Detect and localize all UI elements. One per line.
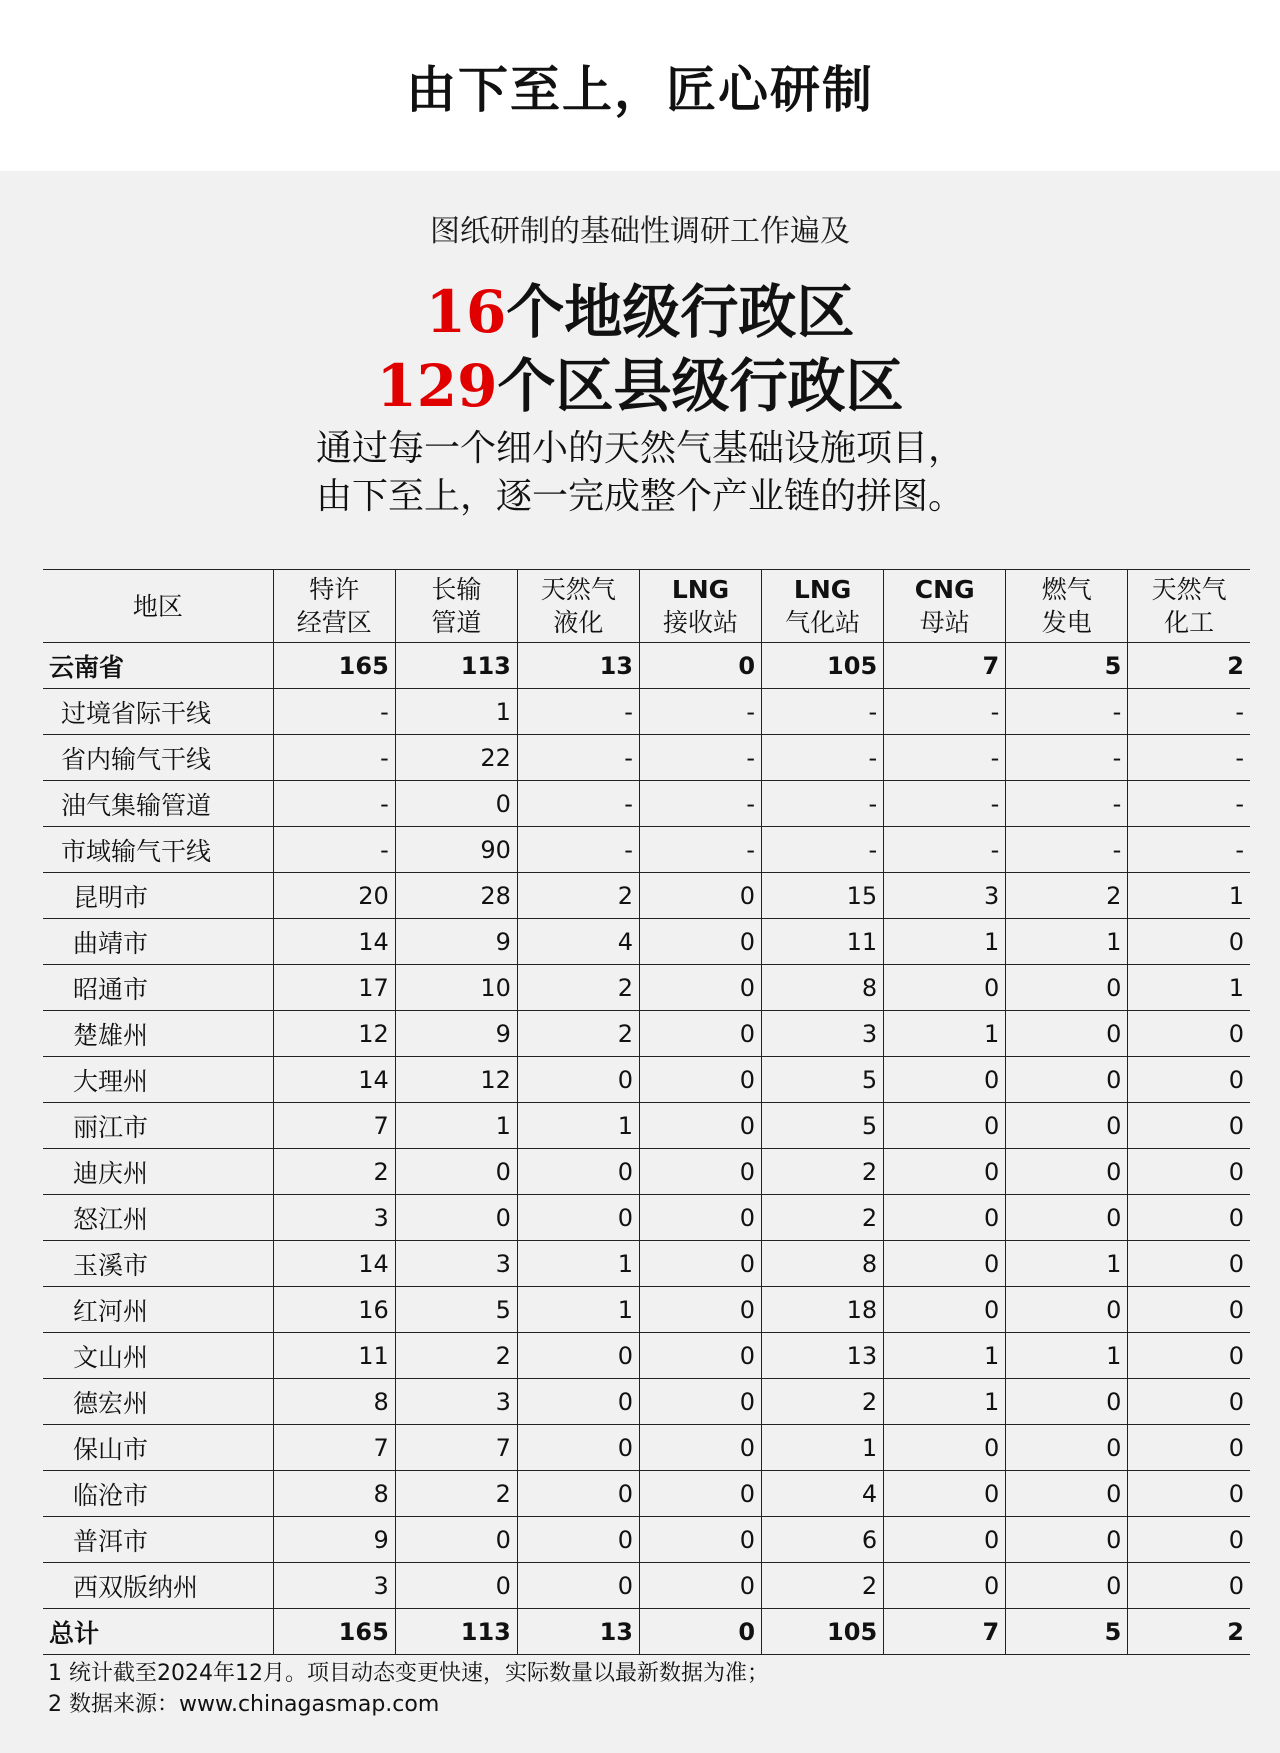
table-row bbox=[43, 965, 1250, 1011]
value-cell: 3 bbox=[395, 1379, 517, 1425]
region-cell: 油气集输管道 bbox=[43, 781, 273, 827]
value-cell: 2 bbox=[517, 965, 639, 1011]
stat-text: 个区县级行政区 bbox=[497, 352, 904, 420]
value-cell: 0 bbox=[1128, 1471, 1250, 1517]
column-header bbox=[517, 570, 639, 643]
value-cell: 14 bbox=[273, 1241, 395, 1287]
value-cell: 0 bbox=[1006, 1287, 1128, 1333]
region-cell: 普洱市 bbox=[43, 1517, 273, 1563]
value-cell: 1 bbox=[517, 1287, 639, 1333]
value-cell: 0 bbox=[1128, 1379, 1250, 1425]
table-header-row bbox=[43, 570, 1250, 643]
value-cell: 0 bbox=[884, 1195, 1006, 1241]
value-cell: 17 bbox=[273, 965, 395, 1011]
value-cell: 2 bbox=[517, 1011, 639, 1057]
value-cell: 0 bbox=[1128, 1241, 1250, 1287]
value-cell: - bbox=[762, 781, 884, 827]
value-cell: 0 bbox=[517, 1517, 639, 1563]
value-cell: 0 bbox=[1128, 1563, 1250, 1609]
region-cell: 市域输气干线 bbox=[43, 827, 273, 873]
value-cell: 13 bbox=[762, 1333, 884, 1379]
value-cell: 0 bbox=[639, 643, 761, 689]
value-cell: 1 bbox=[395, 689, 517, 735]
table-row bbox=[43, 1517, 1250, 1563]
value-cell: 0 bbox=[639, 1287, 761, 1333]
value-cell: 1 bbox=[395, 1103, 517, 1149]
value-cell: 1 bbox=[884, 919, 1006, 965]
column-header bbox=[1006, 570, 1128, 643]
region-cell: 怒江州 bbox=[43, 1195, 273, 1241]
value-cell: 2 bbox=[273, 1149, 395, 1195]
value-cell: 0 bbox=[639, 1195, 761, 1241]
value-cell: 0 bbox=[639, 965, 761, 1011]
value-cell: - bbox=[1128, 689, 1250, 735]
value-cell: 0 bbox=[1006, 1471, 1128, 1517]
value-cell: 6 bbox=[762, 1517, 884, 1563]
column-header bbox=[395, 570, 517, 643]
column-header-line2: 母站 bbox=[919, 608, 970, 637]
value-cell: 2 bbox=[395, 1471, 517, 1517]
table-row bbox=[43, 1333, 1250, 1379]
region-cell: 德宏州 bbox=[43, 1379, 273, 1425]
value-cell: 1 bbox=[762, 1425, 884, 1471]
value-cell: 7 bbox=[273, 1425, 395, 1471]
value-cell: 1 bbox=[1128, 873, 1250, 919]
value-cell: 5 bbox=[1006, 1609, 1128, 1655]
value-cell: 10 bbox=[395, 965, 517, 1011]
value-cell: - bbox=[273, 689, 395, 735]
value-cell: 0 bbox=[395, 1517, 517, 1563]
value-cell: 7 bbox=[395, 1425, 517, 1471]
value-cell: 12 bbox=[395, 1057, 517, 1103]
value-cell: 13 bbox=[517, 643, 639, 689]
value-cell: 0 bbox=[639, 1057, 761, 1103]
value-cell: - bbox=[762, 689, 884, 735]
value-cell: 0 bbox=[639, 1563, 761, 1609]
value-cell: - bbox=[1128, 735, 1250, 781]
region-cell: 丽江市 bbox=[43, 1103, 273, 1149]
value-cell: 113 bbox=[395, 1609, 517, 1655]
stat-text: 个地级行政区 bbox=[506, 278, 855, 346]
value-cell: 0 bbox=[1128, 919, 1250, 965]
column-header bbox=[762, 570, 884, 643]
value-cell: 4 bbox=[762, 1471, 884, 1517]
region-cell: 红河州 bbox=[43, 1287, 273, 1333]
value-cell: 0 bbox=[884, 1287, 1006, 1333]
footnote: 2 数据来源：www.chinagasmap.com bbox=[48, 1692, 440, 1717]
value-cell: 16 bbox=[273, 1287, 395, 1333]
value-cell: 1 bbox=[517, 1241, 639, 1287]
value-cell: 2 bbox=[762, 1149, 884, 1195]
table-row bbox=[43, 1425, 1250, 1471]
value-cell: - bbox=[639, 827, 761, 873]
footnote: 1 统计截至2024年12月。项目动态变更快速，实际数量以最新数据为准； bbox=[48, 1661, 769, 1686]
value-cell: 0 bbox=[517, 1333, 639, 1379]
value-cell: 0 bbox=[1006, 1149, 1128, 1195]
table-row bbox=[43, 1287, 1250, 1333]
value-cell: 0 bbox=[395, 1563, 517, 1609]
value-cell: 105 bbox=[762, 1609, 884, 1655]
value-cell: 0 bbox=[1128, 1425, 1250, 1471]
value-cell: 0 bbox=[517, 1379, 639, 1425]
value-cell: 3 bbox=[273, 1563, 395, 1609]
value-cell: 9 bbox=[273, 1517, 395, 1563]
intro-text: 图纸研制的基础性调研工作遍及 bbox=[430, 214, 850, 249]
value-cell: 4 bbox=[517, 919, 639, 965]
value-cell: 2 bbox=[762, 1563, 884, 1609]
value-cell: 14 bbox=[273, 919, 395, 965]
title-banner bbox=[0, 0, 1280, 171]
column-header bbox=[884, 570, 1006, 643]
value-cell: - bbox=[517, 827, 639, 873]
value-cell: - bbox=[1006, 781, 1128, 827]
stat-county bbox=[0, 349, 1280, 423]
table-row bbox=[43, 1241, 1250, 1287]
stat-number: 129 bbox=[376, 352, 498, 420]
value-cell: - bbox=[884, 735, 1006, 781]
region-cell: 文山州 bbox=[43, 1333, 273, 1379]
region-cell: 玉溪市 bbox=[43, 1241, 273, 1287]
value-cell: 9 bbox=[395, 919, 517, 965]
value-cell: - bbox=[517, 735, 639, 781]
value-cell: 0 bbox=[1006, 1103, 1128, 1149]
column-header bbox=[273, 570, 395, 643]
value-cell: 0 bbox=[395, 1195, 517, 1241]
description-line: 通过每一个细小的天然气基础设施项目， bbox=[315, 428, 964, 469]
column-header-line2: 气化站 bbox=[785, 608, 861, 637]
table-row bbox=[43, 873, 1250, 919]
value-cell: 0 bbox=[884, 1103, 1006, 1149]
value-cell: 0 bbox=[639, 1333, 761, 1379]
value-cell: 5 bbox=[1006, 643, 1128, 689]
value-cell: - bbox=[639, 781, 761, 827]
value-cell: 3 bbox=[762, 1011, 884, 1057]
value-cell: 0 bbox=[1006, 1011, 1128, 1057]
table-row bbox=[43, 1011, 1250, 1057]
value-cell: - bbox=[1006, 735, 1128, 781]
value-cell: 0 bbox=[517, 1563, 639, 1609]
value-cell: 8 bbox=[273, 1471, 395, 1517]
value-cell: 9 bbox=[395, 1011, 517, 1057]
description bbox=[0, 425, 1280, 521]
table-body bbox=[43, 643, 1250, 1655]
stat-number: 16 bbox=[425, 278, 507, 346]
table-row bbox=[43, 1103, 1250, 1149]
table-row bbox=[43, 1379, 1250, 1425]
value-cell: 0 bbox=[1128, 1195, 1250, 1241]
table-row bbox=[43, 1563, 1250, 1609]
column-header-line1: 长输 bbox=[431, 575, 482, 604]
value-cell: 0 bbox=[1006, 965, 1128, 1011]
value-cell: 7 bbox=[884, 643, 1006, 689]
statistics-table-container bbox=[43, 569, 1250, 1655]
value-cell: 0 bbox=[517, 1057, 639, 1103]
value-cell: 0 bbox=[1006, 1563, 1128, 1609]
value-cell: - bbox=[639, 689, 761, 735]
value-cell: 1 bbox=[884, 1379, 1006, 1425]
region-cell: 云南省 bbox=[43, 643, 273, 689]
region-cell: 曲靖市 bbox=[43, 919, 273, 965]
region-cell: 楚雄州 bbox=[43, 1011, 273, 1057]
value-cell: 1 bbox=[517, 1103, 639, 1149]
value-cell: 0 bbox=[517, 1149, 639, 1195]
value-cell: 0 bbox=[639, 1379, 761, 1425]
value-cell: 0 bbox=[639, 873, 761, 919]
value-cell: 3 bbox=[273, 1195, 395, 1241]
value-cell: - bbox=[273, 781, 395, 827]
page-title: 由下至上，匠心研制 bbox=[406, 60, 874, 119]
value-cell: 2 bbox=[762, 1379, 884, 1425]
value-cell: 11 bbox=[762, 919, 884, 965]
value-cell: 0 bbox=[639, 1103, 761, 1149]
value-cell: 105 bbox=[762, 643, 884, 689]
value-cell: 0 bbox=[639, 1425, 761, 1471]
value-cell: 1 bbox=[1128, 965, 1250, 1011]
value-cell: 0 bbox=[639, 919, 761, 965]
statistics-table bbox=[43, 569, 1250, 1655]
region-cell: 昭通市 bbox=[43, 965, 273, 1011]
value-cell: 0 bbox=[884, 1471, 1006, 1517]
table-row bbox=[43, 1057, 1250, 1103]
value-cell: 0 bbox=[1128, 1103, 1250, 1149]
value-cell: 3 bbox=[884, 873, 1006, 919]
value-cell: 12 bbox=[273, 1011, 395, 1057]
value-cell: 2 bbox=[517, 873, 639, 919]
value-cell: 0 bbox=[1006, 1195, 1128, 1241]
value-cell: 0 bbox=[1128, 1517, 1250, 1563]
value-cell: 0 bbox=[639, 1241, 761, 1287]
column-header bbox=[1128, 570, 1250, 643]
value-cell: 2 bbox=[1128, 1609, 1250, 1655]
value-cell: - bbox=[884, 827, 1006, 873]
table-row bbox=[43, 1195, 1250, 1241]
value-cell: 0 bbox=[639, 1471, 761, 1517]
value-cell: 0 bbox=[1128, 1333, 1250, 1379]
value-cell: 8 bbox=[273, 1379, 395, 1425]
column-header-line2: 管道 bbox=[431, 608, 482, 637]
value-cell: 7 bbox=[273, 1103, 395, 1149]
stat-prefecture bbox=[0, 275, 1280, 349]
value-cell: 0 bbox=[639, 1149, 761, 1195]
column-header-line2: 发电 bbox=[1041, 608, 1092, 637]
column-header-line2: 化工 bbox=[1164, 608, 1215, 637]
value-cell: 0 bbox=[1006, 1517, 1128, 1563]
value-cell: 20 bbox=[273, 873, 395, 919]
region-cell: 保山市 bbox=[43, 1425, 273, 1471]
value-cell: - bbox=[762, 827, 884, 873]
value-cell: 165 bbox=[273, 643, 395, 689]
value-cell: - bbox=[639, 735, 761, 781]
value-cell: 0 bbox=[639, 1609, 761, 1655]
value-cell: 5 bbox=[395, 1287, 517, 1333]
value-cell: 0 bbox=[884, 1149, 1006, 1195]
value-cell: 0 bbox=[1006, 1425, 1128, 1471]
value-cell: - bbox=[517, 781, 639, 827]
value-cell: 8 bbox=[762, 965, 884, 1011]
value-cell: 8 bbox=[762, 1241, 884, 1287]
table-row bbox=[43, 689, 1250, 735]
value-cell: 0 bbox=[395, 781, 517, 827]
value-cell: 1 bbox=[884, 1333, 1006, 1379]
value-cell: 1 bbox=[1006, 919, 1128, 965]
value-cell: 0 bbox=[1128, 1011, 1250, 1057]
region-cell: 过境省际干线 bbox=[43, 689, 273, 735]
value-cell: - bbox=[517, 689, 639, 735]
stats-block bbox=[0, 275, 1280, 423]
region-cell: 临沧市 bbox=[43, 1471, 273, 1517]
value-cell: 0 bbox=[395, 1149, 517, 1195]
intro-section bbox=[0, 171, 1280, 521]
value-cell: 0 bbox=[884, 1563, 1006, 1609]
value-cell: 2 bbox=[1006, 873, 1128, 919]
value-cell: 0 bbox=[639, 1517, 761, 1563]
value-cell: 0 bbox=[1006, 1379, 1128, 1425]
column-header-line2: 接收站 bbox=[663, 608, 739, 637]
region-cell: 大理州 bbox=[43, 1057, 273, 1103]
column-header-line1: 燃气 bbox=[1041, 575, 1092, 604]
table-row bbox=[43, 781, 1250, 827]
table-row bbox=[43, 1609, 1250, 1655]
value-cell: 0 bbox=[884, 1057, 1006, 1103]
column-header-line1: 天然气 bbox=[540, 575, 616, 604]
value-cell: - bbox=[1006, 689, 1128, 735]
value-cell: 18 bbox=[762, 1287, 884, 1333]
value-cell: 90 bbox=[395, 827, 517, 873]
value-cell: 2 bbox=[1128, 643, 1250, 689]
region-cell: 总计 bbox=[43, 1609, 273, 1655]
value-cell: 5 bbox=[762, 1103, 884, 1149]
region-cell: 迪庆州 bbox=[43, 1149, 273, 1195]
value-cell: - bbox=[884, 781, 1006, 827]
value-cell: 11 bbox=[273, 1333, 395, 1379]
footnotes bbox=[48, 1658, 769, 1720]
table-row bbox=[43, 735, 1250, 781]
value-cell: 0 bbox=[1128, 1149, 1250, 1195]
value-cell: 14 bbox=[273, 1057, 395, 1103]
description-line: 由下至上，逐一完成整个产业链的拼图。 bbox=[315, 476, 964, 517]
column-header-line1: 特许 bbox=[309, 575, 360, 604]
value-cell: 2 bbox=[395, 1333, 517, 1379]
value-cell: 0 bbox=[1006, 1057, 1128, 1103]
value-cell: 1 bbox=[1006, 1241, 1128, 1287]
value-cell: - bbox=[884, 689, 1006, 735]
value-cell: 1 bbox=[1006, 1333, 1128, 1379]
value-cell: - bbox=[762, 735, 884, 781]
value-cell: 22 bbox=[395, 735, 517, 781]
value-cell: 28 bbox=[395, 873, 517, 919]
region-cell: 省内输气干线 bbox=[43, 735, 273, 781]
region-cell: 西双版纳州 bbox=[43, 1563, 273, 1609]
value-cell: 0 bbox=[884, 965, 1006, 1011]
column-header bbox=[43, 570, 273, 643]
value-cell: 7 bbox=[884, 1609, 1006, 1655]
value-cell: - bbox=[273, 827, 395, 873]
table-row bbox=[43, 643, 1250, 689]
value-cell: 113 bbox=[395, 643, 517, 689]
table-row bbox=[43, 1471, 1250, 1517]
value-cell: - bbox=[1128, 827, 1250, 873]
value-cell: 0 bbox=[517, 1471, 639, 1517]
value-cell: 2 bbox=[762, 1195, 884, 1241]
value-cell: 0 bbox=[1128, 1057, 1250, 1103]
value-cell: 0 bbox=[884, 1241, 1006, 1287]
value-cell: 15 bbox=[762, 873, 884, 919]
value-cell: 0 bbox=[517, 1195, 639, 1241]
value-cell: 0 bbox=[517, 1425, 639, 1471]
table-row bbox=[43, 919, 1250, 965]
column-header bbox=[639, 570, 761, 643]
column-header-line1: CNG bbox=[914, 575, 975, 604]
column-header-line2: 液化 bbox=[553, 608, 604, 637]
region-cell: 昆明市 bbox=[43, 873, 273, 919]
value-cell: 13 bbox=[517, 1609, 639, 1655]
column-header-line1: LNG bbox=[671, 575, 730, 604]
value-cell: 1 bbox=[884, 1011, 1006, 1057]
column-header-line1: LNG bbox=[793, 575, 852, 604]
value-cell: - bbox=[1128, 781, 1250, 827]
table-row bbox=[43, 827, 1250, 873]
value-cell: 0 bbox=[639, 1011, 761, 1057]
value-cell: 0 bbox=[884, 1517, 1006, 1563]
value-cell: 5 bbox=[762, 1057, 884, 1103]
column-header-line1: 天然气 bbox=[1151, 575, 1227, 604]
value-cell: - bbox=[1006, 827, 1128, 873]
value-cell: 165 bbox=[273, 1609, 395, 1655]
value-cell: 3 bbox=[395, 1241, 517, 1287]
value-cell: - bbox=[273, 735, 395, 781]
table-row bbox=[43, 1149, 1250, 1195]
value-cell: 0 bbox=[1128, 1287, 1250, 1333]
column-header-line1: 地区 bbox=[132, 591, 183, 621]
value-cell: 0 bbox=[884, 1425, 1006, 1471]
column-header-line2: 经营区 bbox=[296, 608, 372, 637]
